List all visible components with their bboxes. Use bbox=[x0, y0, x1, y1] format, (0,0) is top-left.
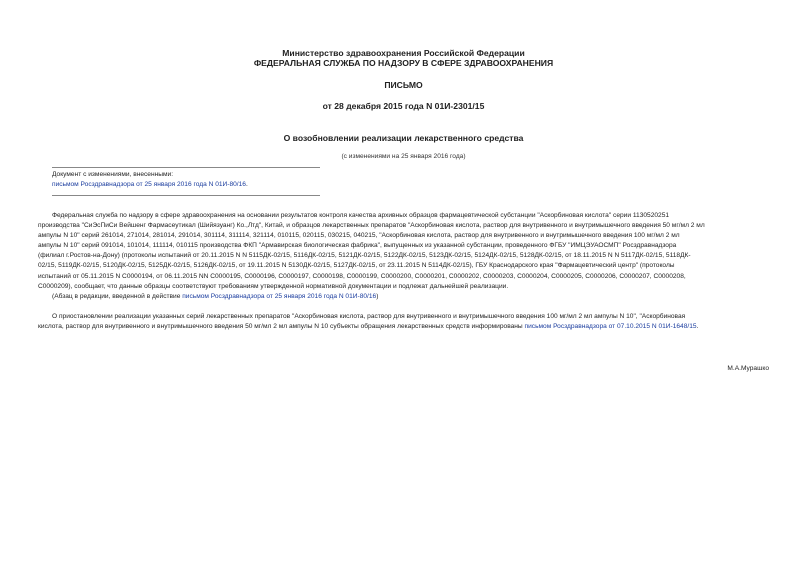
document-title: О возобновлении реализации лекарственного средства bbox=[283, 133, 524, 143]
amendment-letter-link[interactable]: письмом Росздравнадзора от 25 января 2016 года N 01И-80/16 bbox=[52, 181, 246, 188]
service-name: ФЕДЕРАЛЬНАЯ СЛУЖБА ПО НАДЗОРУ В СФЕРЕ ЗДРАВООХРАНЕНИЯ bbox=[253, 58, 554, 68]
amendment-note-link[interactable]: письмом Росздравнадзора от 25 января 2016 года N 01И-80/16 bbox=[182, 292, 377, 300]
paragraph-line: ампулы N 10" серий 261014, 271014, 281014, 291014, 301114, 311114, 321114, 010115, 020115, 030215, 040215, "Аскорбиновая кислота, раствор для внутривенного и внутримышечного введения 100 мг/мл 2 мл bbox=[38, 232, 680, 240]
paragraph-line bbox=[38, 322, 768, 332]
reference-letter-link[interactable]: письмом Росздравнадзора от 07.10.2015 N 01И-1648/15 bbox=[524, 323, 697, 331]
change-notice-label: Документ с изменениями, внесенными: bbox=[52, 171, 174, 178]
paragraph-line: О приостановлении реализации указанных серий лекарственных препаратов "Аскорбиновая кислота, раствор для внутривенного и внутримышечного введения 100 мг/мл 2 мл ампулы N 10", "Аскорбиновая bbox=[52, 313, 686, 320]
ministry-name: Министерство здравоохранения Российской Федерации bbox=[282, 48, 525, 58]
paragraph-line: 02/15, 5119ДК-02/15, 5120ДК-02/15, 5125ДК-02/15, 5126ДК-02/15, от 19.11.2015 N 5130ДК-02/15, 5127ДК-02/15, от 23.11.2015 N 5114ДК-02/15), ГБУ Краснодарского края "Фармацевтический центр" (протоколы bbox=[38, 262, 675, 270]
paragraph-line: (филиал г.Ростов-на-Дону) (протоколы испытаний от 20.11.2015 N N 5115ДК-02/15, 5116ДК-02/15, 5121ДК-02/15, 5122ДК-02/15, 5123ДК-02/15, 5124ДК-02/15, 5128ДК-02/15, от 18.11.2015 N N 5117ДК-02/15, 5118ДК- bbox=[38, 252, 691, 260]
document-date-number: от 28 декабря 2015 года N 01И-2301/15 bbox=[322, 101, 485, 111]
suspension-paragraph bbox=[38, 312, 768, 332]
amendment-note bbox=[38, 292, 768, 302]
signature: М.А.Мурашко bbox=[727, 365, 769, 372]
amendment-note-suffix: ) bbox=[376, 292, 379, 300]
revision-note: (с изменениями на 25 января 2016 года) bbox=[341, 153, 466, 160]
paragraph-line: ампулы N 10" серий 091014, 101014, 111114, 010115 производства ФКП "Армавирская биологическая фабрика", выпущенных из указанной субстанции, проведенного ФГБУ "ИМЦЭУАОСМП" Росздравнадзора bbox=[38, 242, 677, 250]
notice-bottom-divider bbox=[52, 195, 320, 196]
change-notice-suffix: . bbox=[245, 181, 248, 188]
paragraph-line-text: кислота, раствор для внутривенного и внутримышечного введения 50 мг/мл 2 мл ампулы N 10 субъекты обращения лекарственных средств информированы bbox=[38, 323, 525, 331]
paragraph-line: Федеральная служба по надзору в сфере здравоохранения на основании результатов контроля качества архивных образцов фармацевтической субстанции "Аскорбиновая кислота" серии 1130520251 bbox=[52, 212, 670, 219]
change-notice-link-line bbox=[52, 180, 320, 190]
main-paragraph bbox=[38, 211, 768, 302]
paragraph-line-suffix: . bbox=[696, 323, 699, 331]
paragraph-line: испытаний от 05.11.2015 N C0000194, от 06.11.2015 NN C0000195, C0000196, C0000197, C0000198, C0000199, C0000200, C0000201, C0000202, C0000203, C0000204, C0000205, C0000206, C0000207, C0000208, bbox=[38, 272, 686, 280]
change-notice bbox=[52, 170, 320, 190]
paragraph-line: C0000209), сообщает, что данные образцы соответствуют требованиям утвержденной нормативной документации и подлежат дальнейшей реализации. bbox=[38, 282, 509, 290]
paragraph-line: производства "СиЭсПиСи Вейшенг Фармасеутикал (Шийязуанг) Ко.,Лтд", Китай, и образцов лекарственных препаратов "Аскорбиновая кислота, раствор для внутривенного и внутримышечного введения 50 мг/мл 2 мл bbox=[38, 222, 705, 230]
amendment-note-prefix: (Абзац в редакции, введенной в действие bbox=[52, 292, 183, 300]
document-type: ПИСЬМО bbox=[384, 80, 423, 90]
notice-top-divider bbox=[52, 167, 320, 168]
